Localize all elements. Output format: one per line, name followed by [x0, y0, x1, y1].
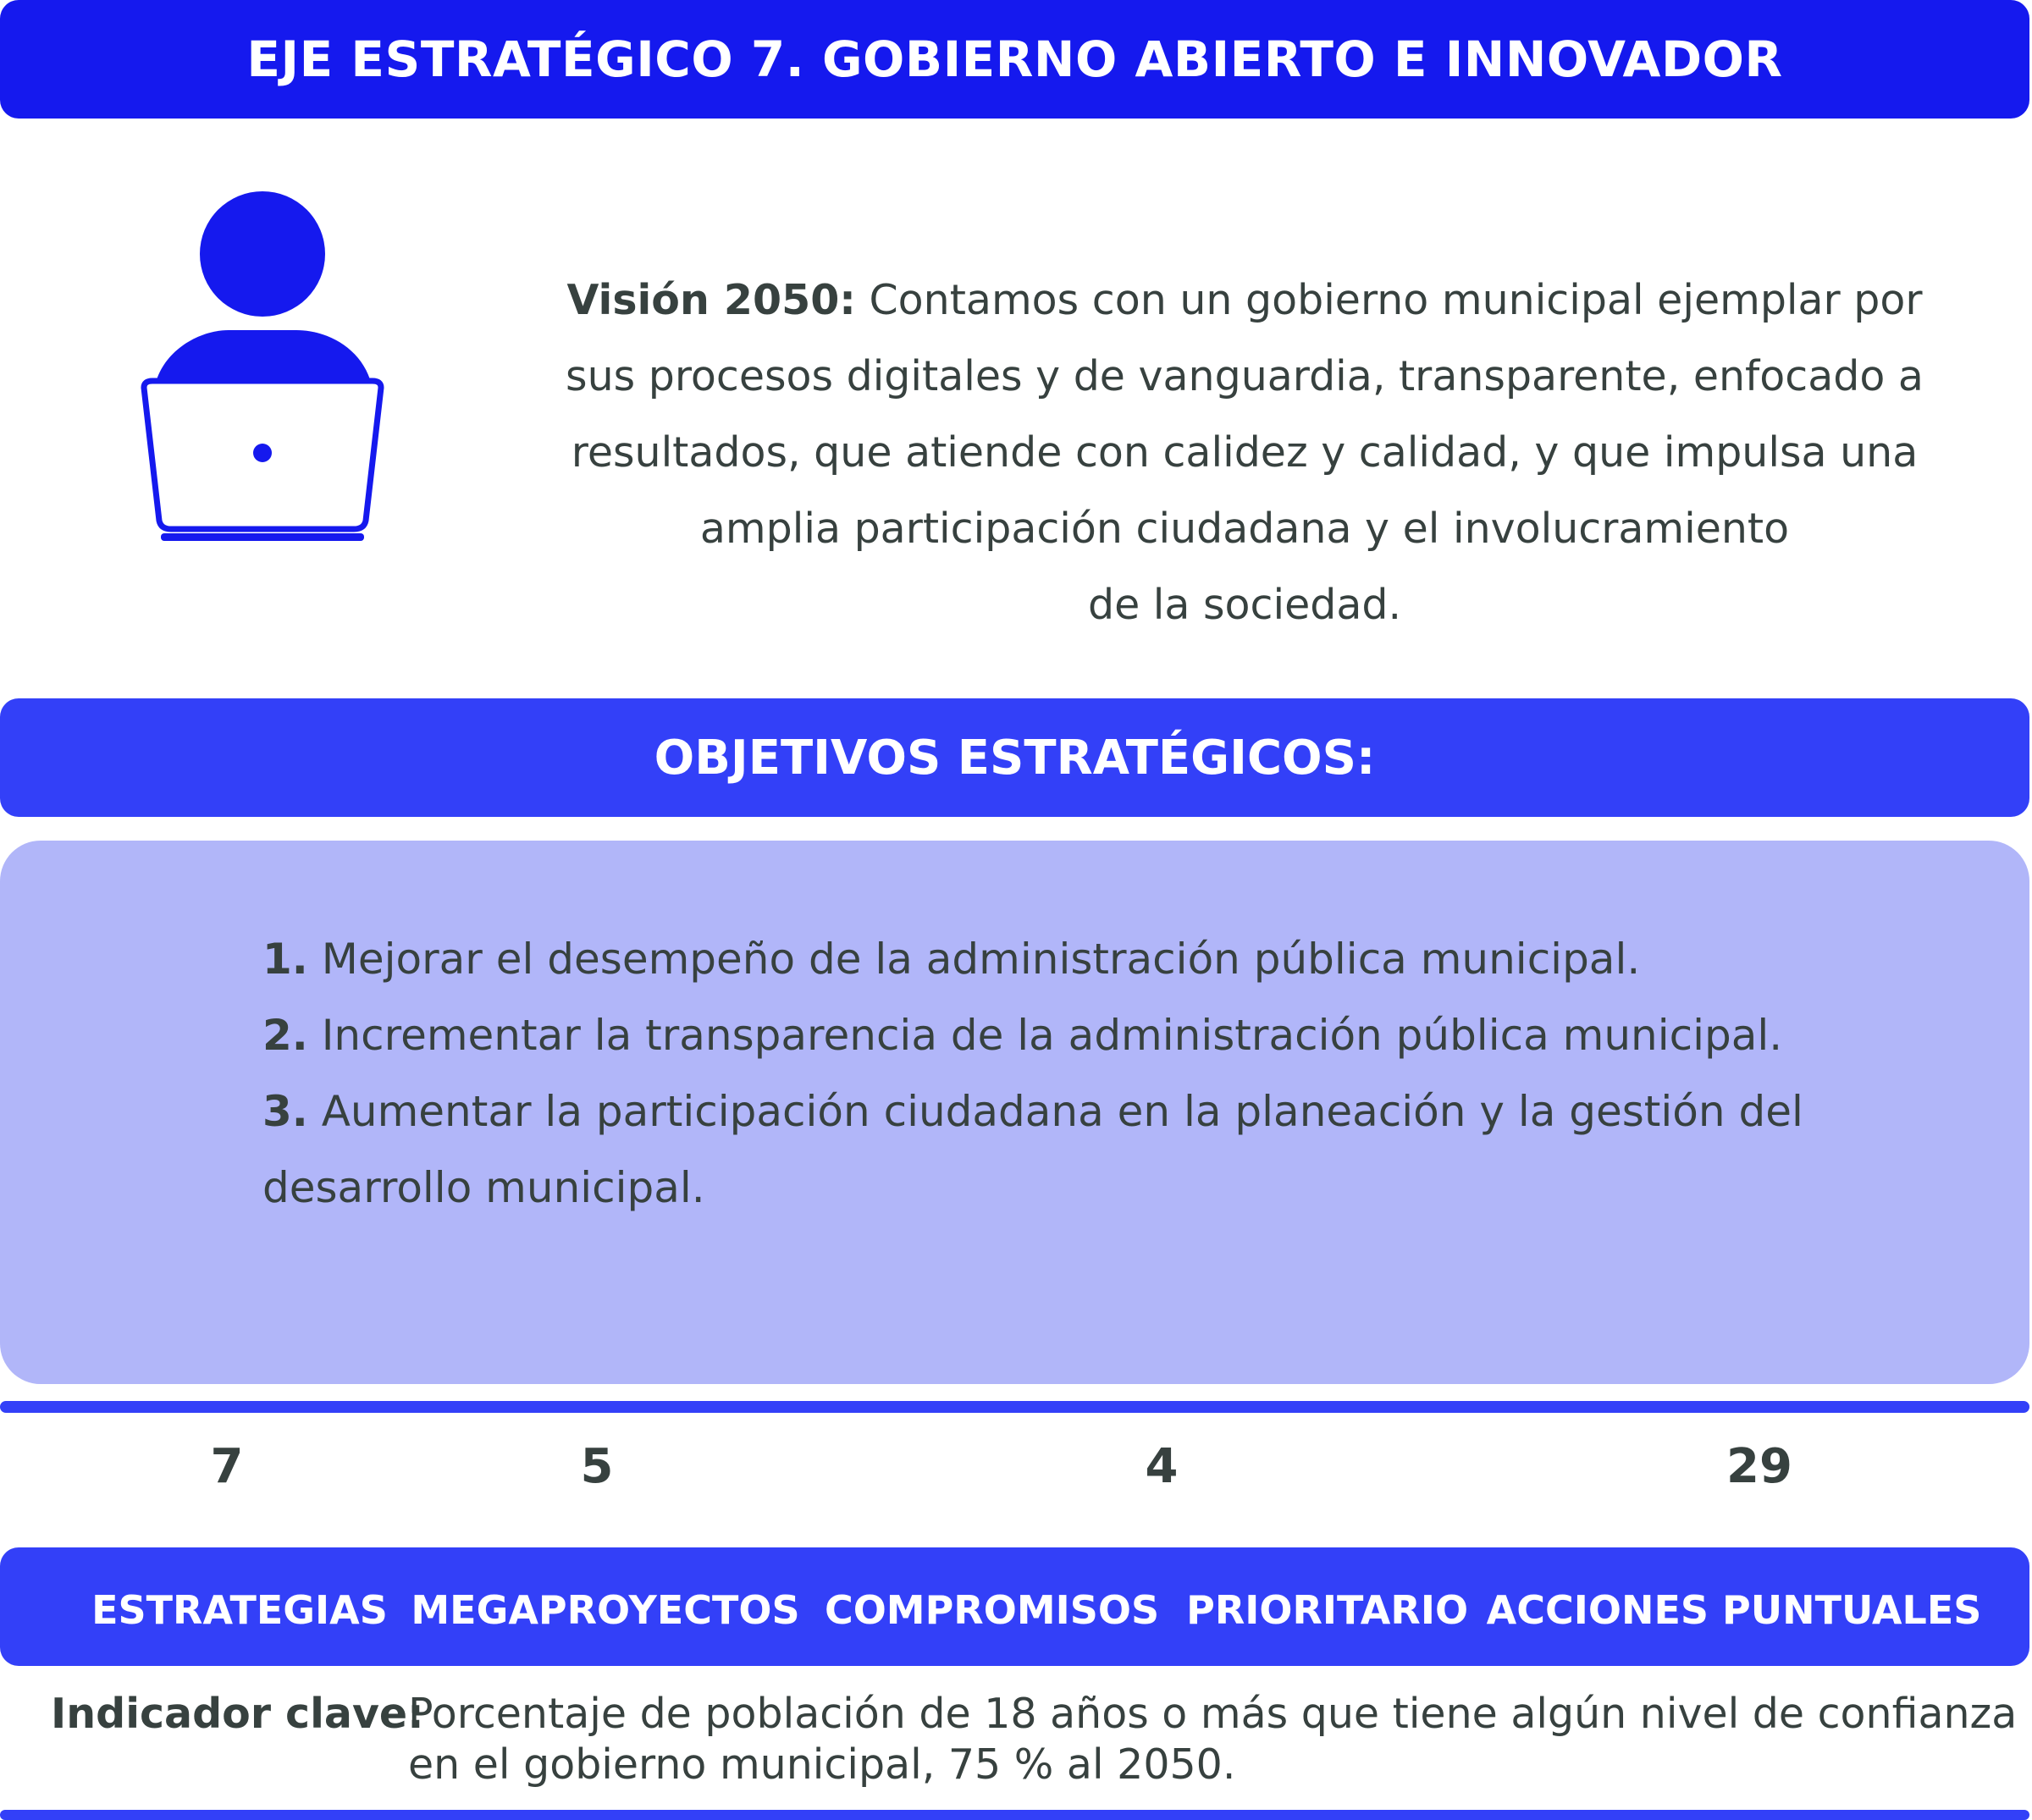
objetivos-list — [262, 921, 1939, 1226]
vision-line: resultados, que atiende con calidez y calidad, y que impulsa una — [571, 428, 1919, 477]
person-laptop-icon — [127, 186, 398, 550]
vision-statement — [525, 262, 1964, 643]
list-item: 1. Mejorar el desempeño de la administración pública municipal. — [262, 935, 1641, 984]
indicator-label: Indicador clave: — [51, 1690, 424, 1738]
objetivos-title: OBJETIVOS ESTRATÉGICOS: — [654, 730, 1376, 786]
list-item: 3. Aumentar la participación ciudadana en la planeación y la gestión del — [262, 1087, 1803, 1136]
vision-line: de la sociedad. — [1087, 581, 1402, 629]
stat-label-acciones: ACCIONES PUNTUALES — [1486, 1587, 1982, 1633]
stat-label-estrategias: ESTRATEGIAS — [91, 1587, 388, 1633]
vision-line: Visión 2050: Contamos con un gobierno municipal ejemplar por — [566, 276, 1923, 324]
stat-label-compromisos: COMPROMISOS PRIORITARIO — [824, 1587, 1469, 1633]
vision-label: Visión 2050: — [566, 276, 856, 324]
list-item-continuation: desarrollo municipal. — [262, 1163, 705, 1212]
objetivos-header — [0, 698, 2029, 817]
stat-number-estrategias: 7 — [210, 1439, 244, 1494]
bottom-divider — [0, 1810, 2029, 1820]
vision-line: amplia participación ciudadana y el involucramiento — [699, 505, 1790, 553]
list-item: 2. Incrementar la transparencia de la administración pública municipal. — [262, 1011, 1783, 1060]
stat-number-megaproyectos: 5 — [580, 1439, 614, 1494]
title-bar — [0, 0, 2029, 119]
divider — [0, 1401, 2029, 1413]
stat-number-compromisos: 4 — [1145, 1439, 1179, 1494]
vision-line: sus procesos digitales y de vanguardia, transparente, enfocado a — [566, 352, 1924, 400]
stat-label-megaproyectos: MEGAPROYECTOS — [411, 1587, 800, 1633]
indicator-text: Porcentaje de población de 18 años o más que tiene algún nivel de confianza en el gobierno municipal, 75 % al 2050. — [408, 1690, 2018, 1789]
stat-number-acciones: 29 — [1726, 1439, 1792, 1494]
page-title: EJE ESTRATÉGICO 7. GOBIERNO ABIERTO E INNOVADOR — [246, 30, 1783, 88]
